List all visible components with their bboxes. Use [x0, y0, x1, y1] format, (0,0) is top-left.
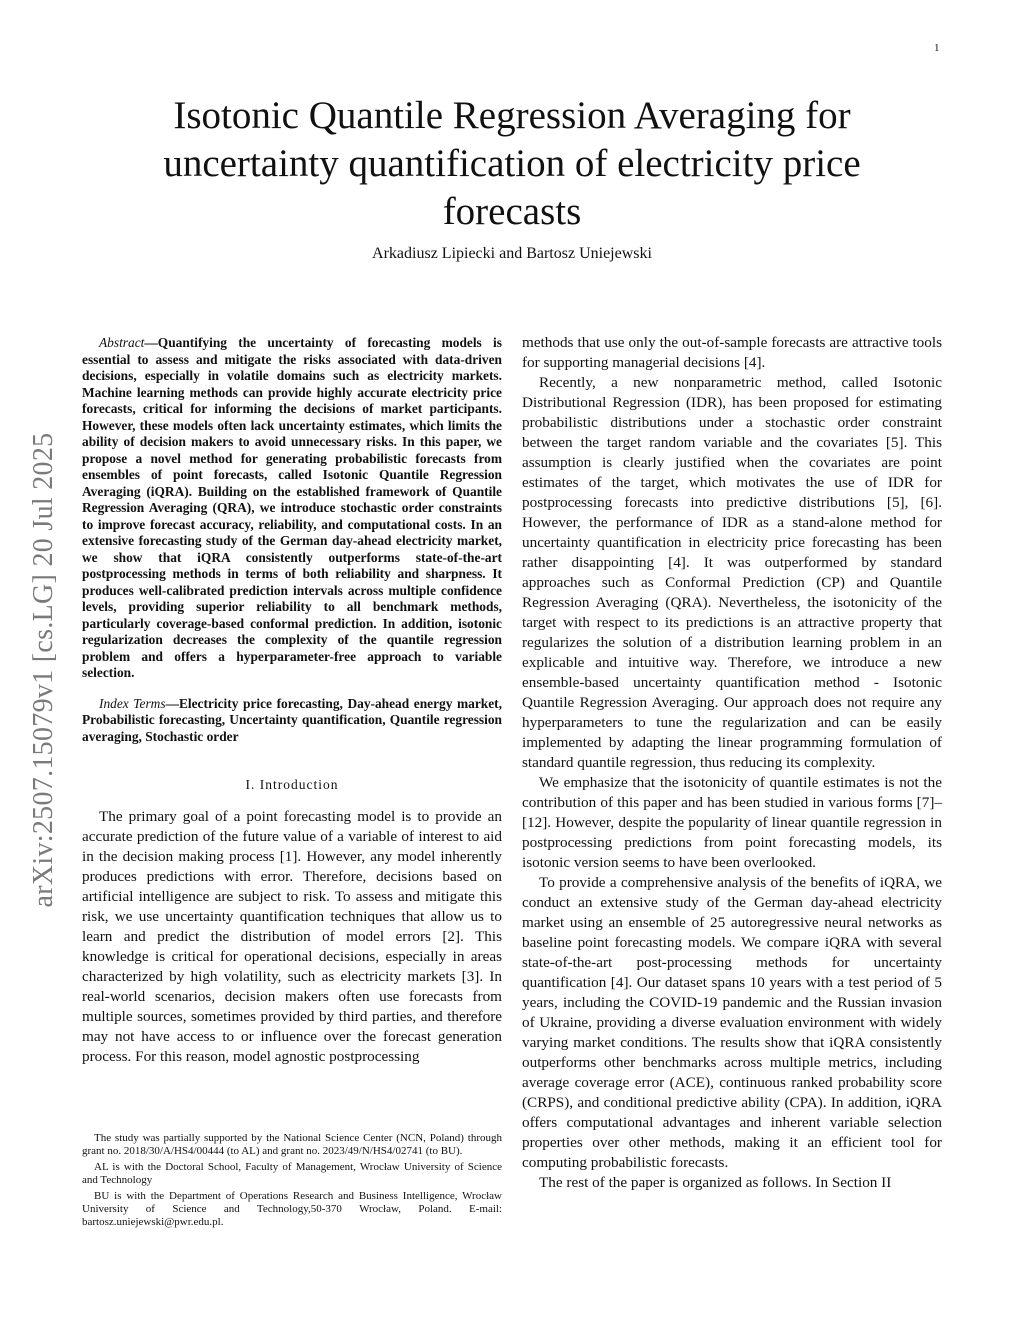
paragraph-study: To provide a comprehensive analysis of the benefits of iQRA, we conduct an extensive study of the German day-ahead electricity market using an ensemble of 25 autoregressive neural networks as baseline point forecasting models. We compare iQRA with several state-of-the-art post-processing methods for uncertainty quantification [4]. Our dataset spans 10 years with a test period of 5 years, including the COVID-19 pandemic and the Russian invasion of Ukraine, providing a diverse evaluation environment with widely varying market conditions. The results show that iQRA consistently outperforms other benchmarks across multiple metrics, including average coverage error (ACE), continuous ranked probability score (CRPS), and conditional predictive ability (CPA). In addition, iQRA offers computational advantages and inherent variable selection properties over other methods, making it an efficient tool for computing probabilistic forecasts. [522, 874, 942, 1171]
index-terms-dash: — [165, 695, 179, 711]
right-column [522, 333, 942, 1193]
section-heading-introduction: I. Introduction [245, 777, 339, 792]
abstract-text: Quantifying the uncertainty of forecasting models is essential to assess and mitigate the risks associated with data-driven decisions, especially in volatile domains such as electricity markets. Machine learning methods can provide highly accurate electricity price forecasts, critical for informing the decisions of market participants. However, these models often lack uncertainty estimates, which limits the ability of decision makers to avoid unnecessary risks. In this paper, we propose a novel method for generating probabilistic forecasts from ensembles of point forecasts, called Isotonic Quantile Regression Averaging (iQRA). Building on the established framework of Quantile Regression Averaging (QRA), we introduce stochastic order constraints to improve forecast accuracy, reliability, and computational costs. In an extensive forecasting study of the German day-ahead electricity market, we show that iQRA consistently outperforms state-of-the-art postprocessing methods in terms of both reliability and sharpness. It produces well-calibrated prediction intervals across multiple confidence levels, providing superior reliability to all benchmark methods, particularly coverage-based conformal prediction. In addition, isotonic regularization decreases the complexity of the quantile regression problem and offers a hyperparameter-free approach to variable selection. [82, 335, 502, 680]
index-terms-text: Electricity price forecasting, Day-ahead energy market, Probabilistic forecasting, Uncertainty quantification, Quantile regression averaging, Stochastic order [82, 695, 502, 744]
abstract-dash: — [144, 335, 158, 350]
abstract [82, 335, 502, 682]
paragraph-continuation: methods that use only the out-of-sample forecasts are attractive tools for supporting managerial decisions [4]. [522, 334, 942, 371]
footnote-author-al: AL is with the Doctoral School, Faculty of Management, Wrocław University of Science and Technology [82, 1160, 502, 1187]
footnote-funding: The study was partially supported by the National Science Center (NCN, Poland) through grant no. 2018/30/A/HS4/00444 (to AL) and grant no. 2023/49/N/HS4/02741 (to BU). [82, 1132, 502, 1158]
paper-authors: Arkadiusz Lipiecki and Bartosz Uniejewski [372, 245, 652, 262]
paragraph-outline: The rest of the paper is organized as follows. In Section II [539, 1174, 892, 1191]
index-terms-lead: Index Terms [99, 695, 166, 711]
abstract-lead: Abstract [99, 335, 145, 350]
left-column [82, 335, 502, 1067]
page-number: 1 [934, 42, 940, 54]
intro-paragraph: The primary goal of a point forecasting model is to provide an accurate prediction of the future value of a variable of interest to aid in the decision making process [1]. However, any model inherently produces predictions with error. Therefore, decisions based on artificial intelligence are subject to risk. To assess and mitigate this risk, we use uncertainty quantification techniques that allow us to learn and predict the distribution of model errors [2]. This knowledge is critical for operational decisions, especially in areas characterized by high volatility, such as electricity markets [3]. In real-world scenarios, decision makers often use forecasts from multiple sources, sometimes provided by third parties, and therefore may not have access to or influence over the forecast generation process. For this reason, model agnostic postprocessing [82, 808, 502, 1065]
footnotes [82, 1132, 502, 1232]
paragraph-isotonicity: We emphasize that the isotonicity of quantile estimates is not the contribution of this paper and has been studied in various forms [7]–[12]. However, despite the popularity of linear quantile regression in postprocessing predictions from point forecasting models, its isotonic version seems to have been overlooked. [522, 774, 942, 871]
paragraph-idr: Recently, a new nonparametric method, called Isotonic Distributional Regression (IDR), has been proposed for estimating probabilistic distributions under a stochastic order constraint between the target random variable and the covariates [5]. This assumption is clearly justified when the covariates are point estimates of the target, which motivates the use of IDR for postprocessing forecasts into predictive distributions [5], [6]. However, the performance of IDR as a stand-alone method for uncertainty quantification in electricity price forecasting has been rather disappointing [4]. It was outperformed by standard approaches such as Conformal Prediction (CP) and Quantile Regression Averaging (QRA). Nevertheless, the isotonicity of the target with respect to its predictions is an attractive property that regularizes the solution of a distribution learning problem in an explicable and intuitive way. Therefore, we introduce a new ensemble-based uncertainty quantification method - Isotonic Quantile Regression Averaging. Our approach does not require any hyperparameters to tune the regularization and can be easily implemented by adapting the linear programming formulation of standard quantile regression, thus reducing its complexity. [522, 374, 942, 771]
arxiv-identifier: arXiv:2507.15079v1 [cs.LG] 20 Jul 2025 [28, 432, 59, 908]
footnote-author-bu: BU is with the Department of Operations Research and Business Intelligence, Wrocław University of Science and Technology,50-370 Wrocław, Poland. E-mail: bartosz.uniejewski@pwr.edu.pl. [82, 1189, 502, 1229]
arxiv-sidebar [24, 380, 64, 960]
paper-title: Isotonic Quantile Regression Averaging for uncertainty quantification of electricity price forecasts [163, 94, 861, 233]
index-terms [82, 696, 502, 746]
